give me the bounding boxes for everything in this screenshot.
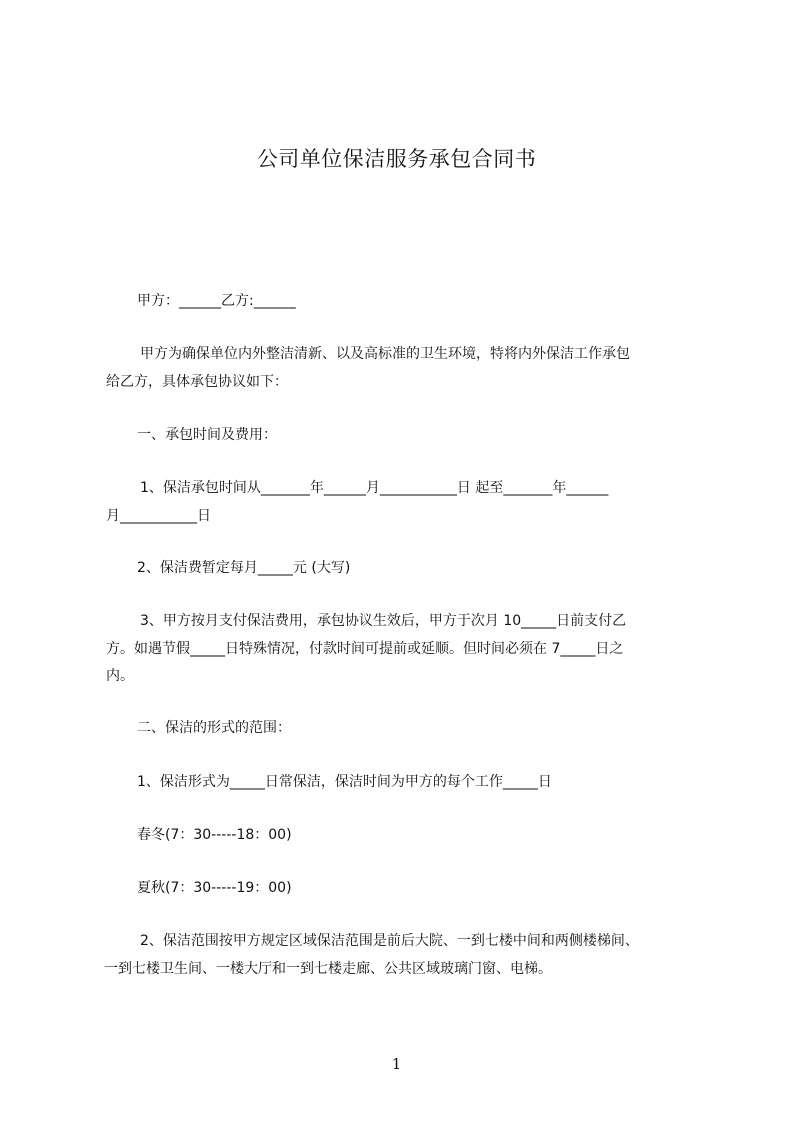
clause-1-3-line-1: 3、甲方按月支付保洁费用，承包协议生效后，甲方于次月 10_____日前支付乙: [140, 613, 627, 629]
clause-2-1: 1、保洁形式为_____日常保洁，保洁时间为甲方的每个工作_____日: [137, 774, 552, 790]
clause-1-3-line-2: 方。如遇节假_____日特殊情况，付款时间可提前或延顺。但时间必须在 7_____日之: [106, 641, 624, 657]
section-2-heading: 二、保洁的形式的范围：: [137, 720, 291, 736]
intro-paragraph-line-1: 甲方为确保单位内外整洁清新、以及高标准的卫生环境，特将内外保洁工作承包: [140, 346, 630, 362]
clause-2-2-line-2: 一到七楼卫生间、一楼大厅和一到七楼走廊、公共区域玻璃门窗、电梯。: [104, 961, 552, 977]
clause-1-2: 2、保洁费暂定每月_____元 (大写): [137, 560, 351, 576]
schedule-summer: 夏秋(7：30-----19：00): [137, 880, 292, 896]
schedule-winter: 春冬(7：30-----18：00): [137, 827, 292, 843]
intro-paragraph-line-2: 给乙方，具体承包协议如下：: [106, 374, 288, 390]
clause-1-1-line-2: 月___________日: [106, 508, 211, 524]
section-1-heading: 一、承包时间及费用：: [137, 427, 277, 443]
document-title: 公司单位保洁服务承包合同书: [256, 147, 537, 171]
clause-2-2-line-1: 2、保洁范围按甲方规定区域保洁范围是前后大院、一到七楼中间和两侧楼梯间、: [140, 933, 639, 949]
page-number: 1: [391, 1055, 402, 1073]
clause-1-3-line-3: 内。: [106, 668, 134, 684]
parties-line: 甲方：______乙方:______: [137, 293, 296, 309]
clause-1-1-line-1: 1、保洁承包时间从_______年______月___________日 起至_______年______: [140, 480, 609, 496]
